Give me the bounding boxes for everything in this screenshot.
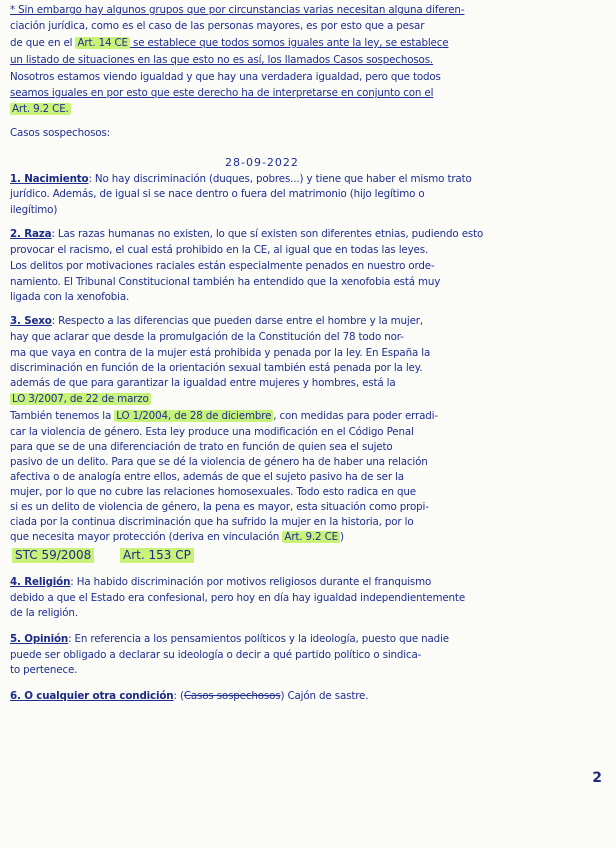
sexo-line-6 (10, 393, 608, 406)
otra-heading: 6. O cualquier otra condición (10, 690, 174, 702)
stc-ref-highlight: STC 59/2008 (12, 548, 94, 563)
sexo-line-14 (10, 516, 608, 529)
raza-line-3 (10, 260, 608, 273)
intro-line-1 (10, 4, 608, 17)
sexo-heading: 3. Sexo (10, 315, 52, 327)
sexo-text: afectiva o de analogía entre ellos, además de que el sujeto pasivo ha de ser la (10, 471, 404, 483)
intro-text: se establece que todos somos iguales ante la ley, se establece (129, 37, 449, 49)
sexo-text: además de que para garantizar la igualdad entre mujeres y hombres, está la (10, 377, 396, 389)
intro-text: de que en el (10, 37, 76, 49)
otra-text: : ( (173, 690, 184, 702)
sexo-line-1 (10, 315, 608, 328)
raza-text: : Las razas humanas no existen, lo que sí existen son diferentes etnias, pudiendo esto (51, 228, 484, 240)
nacimiento-heading: 1. Nacimiento (10, 173, 89, 185)
religion-line-2 (10, 592, 608, 605)
intro-line-2 (10, 20, 608, 33)
article-ref-highlight: Art. 14 CE (77, 37, 128, 49)
sexo-line-5 (10, 377, 608, 390)
sexo-line-15 (10, 531, 608, 544)
sexo-text: , con medidas para poder erradi- (273, 410, 438, 422)
sexo-line-12 (10, 486, 608, 499)
sexo-line-4 (10, 362, 608, 375)
opinion-line-3 (10, 664, 608, 677)
intro-line-3 (10, 37, 608, 50)
sexo-text: : Respecto a las diferencias que pueden darse entre el hombre y la mujer, (51, 315, 423, 327)
sexo-text: ) (339, 531, 344, 543)
raza-line-4 (10, 276, 608, 289)
sexo-text: para que se de una diferenciación de trato en función de quien sea el sujeto (10, 441, 393, 453)
religion-text: debido a que el Estado era confesional, pero hoy en día hay igualdad independientemente (10, 592, 466, 604)
raza-line-5 (10, 291, 608, 304)
sexo-text: hay que aclarar que desde la promulgación de la Constitución del 78 todo nor- (10, 331, 404, 343)
opinion-text: to pertenece. (10, 664, 78, 676)
religion-text: de la religión. (10, 607, 78, 619)
nacimiento-line-1 (10, 173, 608, 186)
nacimiento-text: ilegítimo) (10, 204, 58, 216)
intro-text: un listado de situaciones en las que esto no es así, los llamados Casos sospechosos. (10, 54, 434, 66)
otra-text: ) Cajón de sastre. (280, 690, 369, 702)
cp-ref-highlight: Art. 153 CP (120, 548, 194, 563)
sexo-text: También tenemos la (10, 410, 115, 422)
raza-text: Los delitos por motivaciones raciales están especialmente penados en nuestro orde- (10, 260, 435, 272)
sexo-line-10 (10, 456, 608, 469)
sexo-text: pasivo de un delito. Para que se dé la violencia de género ha de haber una relación (10, 456, 428, 468)
sexo-line-7 (10, 410, 608, 423)
sexo-text: que necesita mayor protección (deriva en vinculación (10, 531, 283, 543)
otra-line-1 (10, 690, 608, 703)
intro-line-7 (10, 103, 608, 116)
sexo-text: ma que vaya en contra de la mujer está prohibida y penada por la ley. En España la (10, 347, 431, 359)
raza-line-1 (10, 228, 608, 241)
article-ref-highlight: Art. 9.2 CE. (12, 103, 69, 115)
nacimiento-text: jurídico. Además, de igual si se nace dentro o fuera del matrimonio (hijo legítimo o (10, 188, 425, 200)
sexo-line-3 (10, 347, 608, 360)
raza-text: namiento. El Tribunal Constitucional también ha entendido que la xenofobia está muy (10, 276, 441, 288)
raza-heading: 2. Raza (10, 228, 52, 240)
nacimiento-line-3 (10, 204, 608, 217)
article-ref-highlight: Art. 9.2 CE (284, 531, 338, 543)
sexo-text: si es un delito de violencia de género, la pena es mayor, esta situación como propi- (10, 501, 429, 513)
opinion-text: puede ser obligado a declarar su ideología o decir a qué partido político o sindica- (10, 649, 422, 661)
sexo-line-8 (10, 426, 608, 439)
intro-line-4 (10, 54, 608, 67)
sexo-line-9 (10, 441, 608, 454)
opinion-text: : En referencia a los pensamientos políticos y la ideología, puesto que nadie (68, 633, 449, 645)
raza-text: ligada con la xenofobia. (10, 291, 130, 303)
opinion-line-2 (10, 649, 608, 662)
law-ref-highlight: LO 3/2007, de 22 de marzo (12, 393, 149, 405)
law-ref-highlight: LO 1/2004, de 28 de diciembre (116, 410, 272, 422)
intro-text: * Sin embargo hay algunos grupos que por circunstancias varias necesitan alguna diferen- (10, 4, 465, 16)
page-number: 2 (592, 770, 602, 786)
sexo-line-2 (10, 331, 608, 344)
intro-text: ciación jurídica, como es el caso de las personas mayores, es por esto que a pesar (10, 20, 425, 32)
religion-text: : Ha habido discriminación por motivos religiosos durante el franquismo (70, 576, 432, 588)
intro-line-5 (10, 71, 608, 84)
opinion-heading: 5. Opinión (10, 633, 69, 645)
nacimiento-line-2 (10, 188, 608, 201)
sexo-line-13 (10, 501, 608, 514)
sexo-text: ciada por la continua discriminación que ha sufrido la mujer en la historia, por lo (10, 516, 414, 528)
section-title-text: Casos sospechosos: (10, 127, 110, 139)
intro-text: seamos iguales en por esto que este derecho ha de interpretarse en conjunto con el (10, 87, 434, 99)
raza-text: provocar el racismo, el cual está prohibido en la CE, al igual que en todas las leyes. (10, 244, 429, 256)
intro-text: Nosotros estamos viendo igualdad y que hay una verdadera igualdad, pero que todos (10, 71, 441, 83)
sexo-text: car la violencia de género. Esta ley produce una modificación en el Código Penal (10, 426, 414, 438)
opinion-line-1 (10, 633, 608, 646)
sexo-line-11 (10, 471, 608, 484)
raza-line-2 (10, 244, 608, 257)
religion-heading: 4. Religión (10, 576, 71, 588)
section-title (10, 127, 608, 140)
sexo-text: mujer, por lo que no cubre las relaciones homosexuales. Todo esto radica en que (10, 486, 416, 498)
note-date: 28-09-2022 (225, 156, 299, 169)
sexo-text: discriminación en función de la orientación sexual también está penada por la ley. (10, 362, 423, 374)
religion-line-3 (10, 607, 608, 620)
nacimiento-text: : No hay discriminación (duques, pobres...) y tiene que haber el mismo trato (88, 173, 472, 185)
struck-text: Casos sospechosos (183, 690, 281, 702)
intro-line-6 (10, 87, 608, 100)
religion-line-1 (10, 576, 608, 589)
